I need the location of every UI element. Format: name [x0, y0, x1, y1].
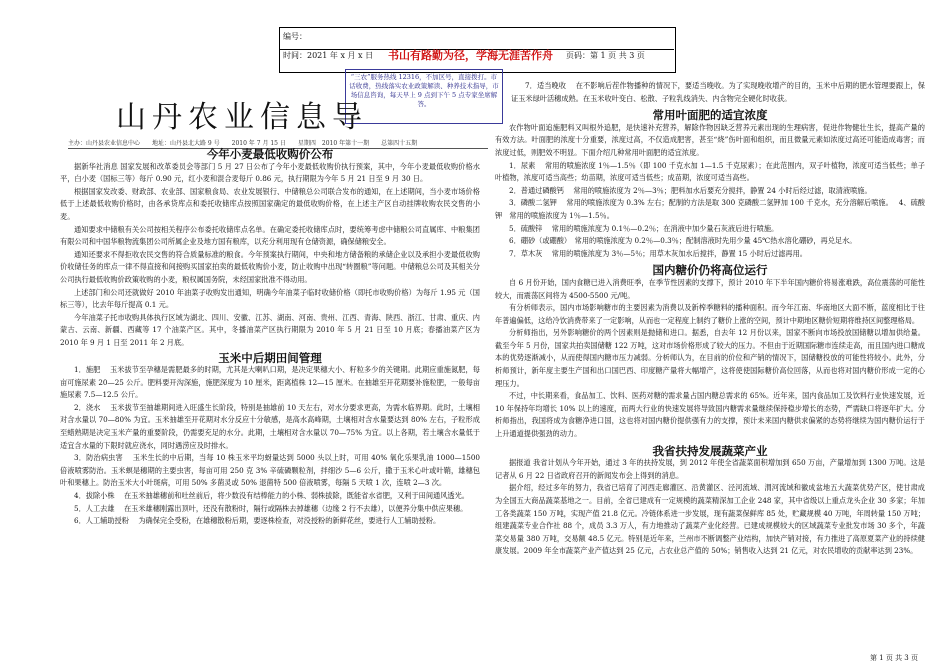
paragraph: 6．人工辅助授粉 为确保完全受粉，在雄穗散粉后期，要逐株检查，对没授粉的新鲜花丝，要进行人工辅助授粉。	[74, 516, 441, 526]
page-footer: 第 1 页 共 3 页	[869, 654, 918, 662]
paragraph: 有分析师表示，国内市场影响糖市的主要因素为消费以及新榨季糖料的播种面积。而今年江南、华南地区大面不断，蓝度相比于往年普遍偏低，这给冷饮消费带来了一定影响，从而也一定程度上制约了糖价上涨的空间，预计中期地区糖价短期将维持区间整理格局。	[495, 303, 925, 325]
paragraph: 4．拔除小株 在玉米抽雄穗前和吐丝前后，将少数没有结棒能力的小株、弱株拔除，既能省水省肥，又利于田间通风透光。	[74, 491, 469, 501]
hotline-notice: “三农”服务热线 12316，不加区号，直接拨打。市话收费，热线落实农业政策解读、种养技术指导，市场信息咨询，每天早上 9 点到下午 5 点专家坐席解答。	[345, 69, 503, 124]
paragraph: 今年油菜子托市收购具体执行区域为湖北、四川、安徽、江苏、湖南、河南、贵州、江西、青海、陕西、浙江、甘肃、重庆、内蒙古、云南、新疆、西藏等 17 个油菜产区。其中，冬播油菜产区执行期限为 2010 年 5 月 21 日至 10 月底；春播油菜产区为 2010 年 9 月 1 日至 2011 年 2 月底。	[60, 312, 480, 347]
paragraph: 通知要求中储粮有关公司按相关程序公布委托收储库点名单。在确定委托收储库点时，要统筹考虑中储粮公司直属库、中粮集团有限公司和中国华粮物流集团公司所属企业及地方国有粮库，以充分利用现有仓储资源，确保储粮安全。	[60, 224, 480, 247]
paragraph: 5．硫酸锌 常用的喷施浓度为 0.1％—0.2％；在消液中加少量石灰液后进行喷施。	[509, 223, 779, 233]
paragraph: 3．磷酸二氢钾 常用的喷施浓度为 0.3% 左右；配制的方法是取 300 克磷酸二氢钾加 100 千克水，充分溶解后喷施。 4、硫酸钾 常用的喷施浓度为 1％—1.5％。	[495, 198, 925, 220]
left-column	[60, 148, 480, 528]
paragraph: 1．施肥 玉米拔节至孕穗是需肥最多的时期，尤其是大喇叭口期，是决定果穗大小、籽粒多少的关键期。此期应重施氮肥，每亩可施尿素 20—25 公斤。肥料要开沟深施，施肥深度为 10 厘米，距离植株 12—15 厘米。在抽雄至开花期要补施粒肥，一般每亩施尿素 7.5—12.5 公斤。	[60, 365, 480, 400]
paragraph: 据新华社消息 国家发展和改革委员会等部门 5 月 27 日公布了今年小麦最低收购价执行预案，其中，今年小麦最低收购价格水平，白小麦（国标三等）每斤 0.90 元，红小麦和混合麦每斤 0.86 元，执行期限为今年 5 月 21 日至 9 月 30 日。	[60, 161, 480, 184]
article-title-wheat: 今年小麦最低收购价公布	[206, 147, 334, 161]
paragraph: 7．草木灰 常用的喷施浓度为 3％—5％；用草木灰加水后搅拌，静置 15 小时后过滤再用。	[509, 248, 807, 258]
article-title-corn: 玉米中后期田间管理	[218, 350, 322, 365]
issue-info-line: 主办：山丹县农业信息中心 地址：山丹县北大路 9 号 2010 年 7 月 15 日 星期四 2010 年第十一期 总第四十五期	[68, 138, 488, 149]
paragraph: 不过，中长期来看，食品加工、饮料、医药对糖的需求量占国内糖总需求的 65%。近年来，国内食品加工及饮料行业快速发展，近 10 年保持年均增长 10% 以上的速度，而两大行业的快速发展将导致国内糖需求量继续保持稳步增长的态势，严需缺口将逐年扩大。分析师指出，我国将成为食糖净进口国，这也将对国内糖价提供强有力的支撑，预计未来国内糖供求偏紧的态势将继续为国内糖价运行于上升通道提供强劲的动力。	[495, 391, 925, 439]
paragraph: 分析师指出，另外影响糖价的两个因素则是抛储和进口。据悉，自去年 12 月份以来，国家不断向市场投放国储糖以增加供给量。截至今年 5 月份，国家共拍卖国储糖 122 万吨，这对市场价格形成了较大的压力。不但由于近期国际糖市连续走高，而且国内进口糖成本的优势逐渐减小，从而使得国内糖市压力减弱。分析师认为，在目前的价位和产销的情况下，国储糖投放的可能性将较小。此外，分析师预计，新年度主要生产国和出口国巴西、印度糖产量将大幅增产，这将使使国际糖价高位回落，从而也将对国内糖价形成一定的心理压力。	[495, 328, 925, 388]
paragraph: 通知还要求不得拒收农民交售的符合质量标准的粮食。今年预案执行期间，中央和地方储备粮的承储企业以及承担小麦最低收购价收储任务的库点一律不得直接和间接购买国家拍卖的最低收购价小麦，防止收购中出现“转圈粮”等问题。中储粮总公司及其相关分公司执行最低收购价政策收购的小麦，粮权属国务院，未经国家批准不得动用。	[60, 249, 480, 284]
code-label: 编号：	[283, 32, 307, 41]
article-title-sugar: 国内糖价仍将高位运行	[652, 263, 768, 278]
paragraph: 根据国家发改委、财政部、农业部、国家粮食局、农业发展银行、中储粮总公司联合发布的通知，在上述期间，当小麦市场价格低于上述最低收购价格时，由各承贷库点和委托收储库点按照国家确定的最低收购价格，在上述主产区自动挂牌收购农民交售的小麦。	[60, 186, 480, 221]
paragraph: 7．适当晚收 在不影响后茬作物播种的情况下，要适当晚收。为了实现晚收增产的目的，玉米中后期的肥水管理要跟上，保证玉米绿叶活穗成熟。在玉米收叶变白、松散、子粒乳线消失、内含物完全硬化时收获。	[511, 81, 925, 103]
slogan: 书山有路勤为径，学海无涯苦作舟	[388, 49, 553, 62]
paragraph: 1．尿素 常用的喷施浓度 1％—1.5％（即 100 千克水加 1—1.5 千克尿素）；在此范围内，双子叶植物，浓度可适当低些；单子叶植物，浓度可适当高些；幼苗期，浓度可适当低些；成苗期，浓度可适当高些。	[495, 160, 925, 183]
article-title-vegetables: 我省扶持发展蔬菜产业	[652, 443, 768, 458]
paragraph: 2．普通过磷酸钙 常用的喷施浓度为 2％—3％；肥料加水后要充分搅拌，静置 24 小时后经过滤，取清液喷施。	[509, 185, 872, 195]
right-column	[495, 80, 925, 558]
paragraph: 5．人工去雄 在玉米雄穗刚露出顶叶，还没有散粉时，隔行或隔株去掉雄穗（边缘 2 行不去雄），以便养分集中供应果穗。	[74, 503, 468, 513]
masthead-title: 山丹农业信息导	[116, 100, 368, 135]
paragraph: 6．硼砂（或硼酸） 常用的喷施浓度为 0.2％—0.3％；配制溶液时先用少量 45℃热水溶化硼砂，再兑足水。	[509, 236, 857, 246]
article-title-foliar: 常用叶面肥的适宜浓度	[652, 108, 768, 123]
paragraph: 2．浇水 玉米拔节至抽雄期间进入旺盛生长阶段，特别是抽雄前 10 天左右，对水分要求更高，为需水临界期。此时，土壤相对含水量以 70—80% 为宜。玉米抽雄至开花期对水分反应十分敏感，是高水高峰期，土壤相对含水量要达到 80% 左右，子粒形成至蜡熟期是决定玉米产量的重要阶段，仍需要充足的水分。此期，土壤相对含水量以 70—75% 为宜。以上各期，若土壤含水量低于适宜含水量的下限时就应浇水，同时遇涝应及时排水。	[60, 402, 480, 450]
paragraph: 据报道 我省计划从今年开始，通过 3 年的扶持发展，到 2012 年使全省蔬菜面积增加到 650 万亩，产量增加到 1300 万吨。这是记者从 6 月 22 日省政府召开的新闻发布会上得到的消息。	[495, 458, 925, 480]
paragraph: 上述部门和公司还就做好 2010 年油菜子收购发出通知，明确今年油菜子临时收储价格（即托市收购价格）为每斤 1.95 元（国标三等），比去年每斤提高 0.1 元。	[60, 287, 480, 310]
paragraph: 自 6 月份开始，国内食糖已进入消费旺季，在季节性因素的支撑下，预计 2010 年下半年国内糖价将易涨难跌，高位震荡的可能性较大，而震荡区间将为 4500-5500 元/吨。	[495, 277, 925, 300]
page-line: 页码：第 1 页 共 3 页	[566, 51, 645, 60]
paragraph: 3．防治病虫害 玉米生长的中后期，当每 10 株玉米平均蚜量达到 5000 头以上时，可用 40% 氧化乐果乳油 1000—1500 倍液喷雾防治。玉米螟是穗期的主要虫害，每亩可用 250 克 3% 辛硫磷颗粒剂，拌细沙 5—6 公斤，撒于玉米心叶或叶鞘，雄穗包叶和果穗上。防治玉米大小叶斑病，可用 50% 多菌灵或 50% 退菌特 500 倍液喷雾，每隔 5 天喷 1 次，连喷 2—3 次。	[60, 453, 480, 488]
paragraph: 据介绍，经过多年的努力，我省已培育了河西走廊灌区、沿黄灌区、泾河流域、渭河流域和徽成盆地五大蔬菜优势产区，使甘肃成为全国五大商品蔬菜基地之一。目前，全省已建成有一定规模的蔬菜精深加工企业 248 家，其中省级以上重点龙头企业 30 多家；年加工各类蔬菜 150 万吨，实现产值 21.8 亿元。冷链体系进一步发展，现有蔬菜保鲜库 85 处，贮藏规模 40 万吨，年周转量 150 万吨；组建蔬菜专业合作社 88 个，成员 3.3 万人，有力地推动了蔬菜产业化经营。已建成规模较大的区域蔬菜专业批发市场 30 多个，年蔬菜交易量 380 万吨，交易额 48.5 亿元。特别是近年来，兰州市不断调整产业结构，加快产销对接，有力推进了高原夏菜产业的持续健康发展。2009 年全市蔬菜产业产值达到 25 亿元，占农业总产值的 50%；销售收入达到 21 亿元，对农民增收的贡献率达到 23%。	[495, 483, 925, 556]
paragraph: 农作物叶面追施肥料又叫根外追肥，是快速补充营养，解除作物因缺乏营养元素出现的生理病害，促进作物健壮生长，提高产量的有效方法。叶面肥的浓度十分重要，浓度过高，不仅造成肥害，甚至“烧”伤叶面和组织，而且微量元素如浓度过高还可能造成毒害；而浓度过低，则肥效不明显。下面介绍几种常用叶面肥的适宜浓度。	[495, 122, 925, 157]
date-line: 时间：2021 年 x 月 x 日	[283, 51, 374, 60]
